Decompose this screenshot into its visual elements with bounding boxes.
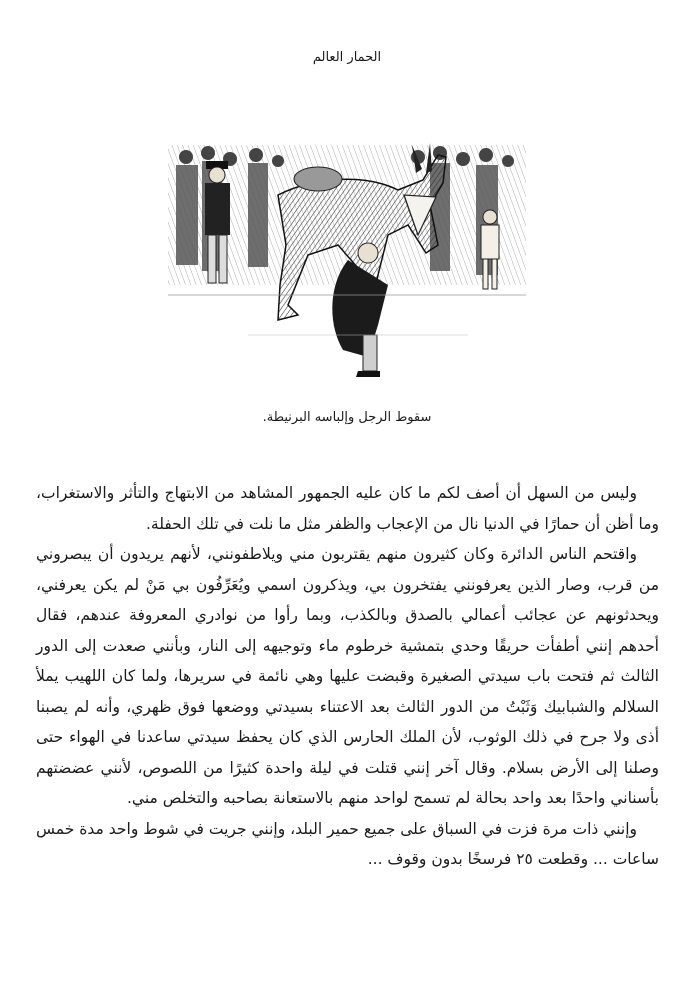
paragraph-3: وإنني ذات مرة فزت في السباق على جميع حمير البلد، وإنني جريت في شوط واحد مدة خمس ساعات ... وقطعت ٢٥ فرسخًا بدون وقوف ... xyxy=(36,819,659,868)
engraving-illustration xyxy=(168,135,526,385)
paragraph-1: وليس من السهل أن أصف لكم ما كان عليه الجمهور المشاهد من الابتهاج والتأثر والاستغراب، وما أظن أن حمارًا في الدنيا نال من الإعجاب والظفر مثل ما نلت في تلك الحفلة. xyxy=(36,484,659,533)
paragraph-2: واقتحم الناس الدائرة وكان كثيرون منهم يقتربون مني ويلاطفونني، لأنهم يريدون أن يبصروني من قرب، وصار الذين يعرفونني يفتخرون بي، ويذكرون اسمي ويُعَرِّفُون بي مَنْ لم يكن يعرفني، ويحدثونهم عن عجائب أعمالي بالصدق وبالكذب، وبما رأوا من نوادري المعروفة عندهم، فقال أحدهم إنني أطفأت حريقًا وحدي بتمشية خرطوم ماء وتوجيهه إلى النار، وبأنني صعدت إلى الدور الثالث ثم فتحت باب سيدتي الصغيرة وقبضت عليها وهي نائمة في سريرها، ولما كان اللهيب يملأ السلالم والشبابيك وَثَبْتُ من الدور الثالث بعد الاعتناء بسيدتي ووضعها فوق ظهري، وأنه لم يصبنا أذى ولا جرح في ذلك الوثوب، لأن الملك الحارس الذي كان يحفظ سيدتي ساعدنا في الهواء حتى وصلنا إلى الأرض بسلام. وقال آخر إنني قتلت في ليلة واحدة كثيرًا من اللصوص، لأنني عضضتهم بأسناني واحدًا بعد واحد بحالة لم تسمح لواحد منهم بالاستعانة بصاحبه والتخلص مني. xyxy=(36,545,659,807)
figure-caption: سقوط الرجل وإلباسه البرنيطة. xyxy=(262,410,432,425)
body-text xyxy=(36,478,659,875)
running-head: الحمار العالم xyxy=(312,50,382,65)
